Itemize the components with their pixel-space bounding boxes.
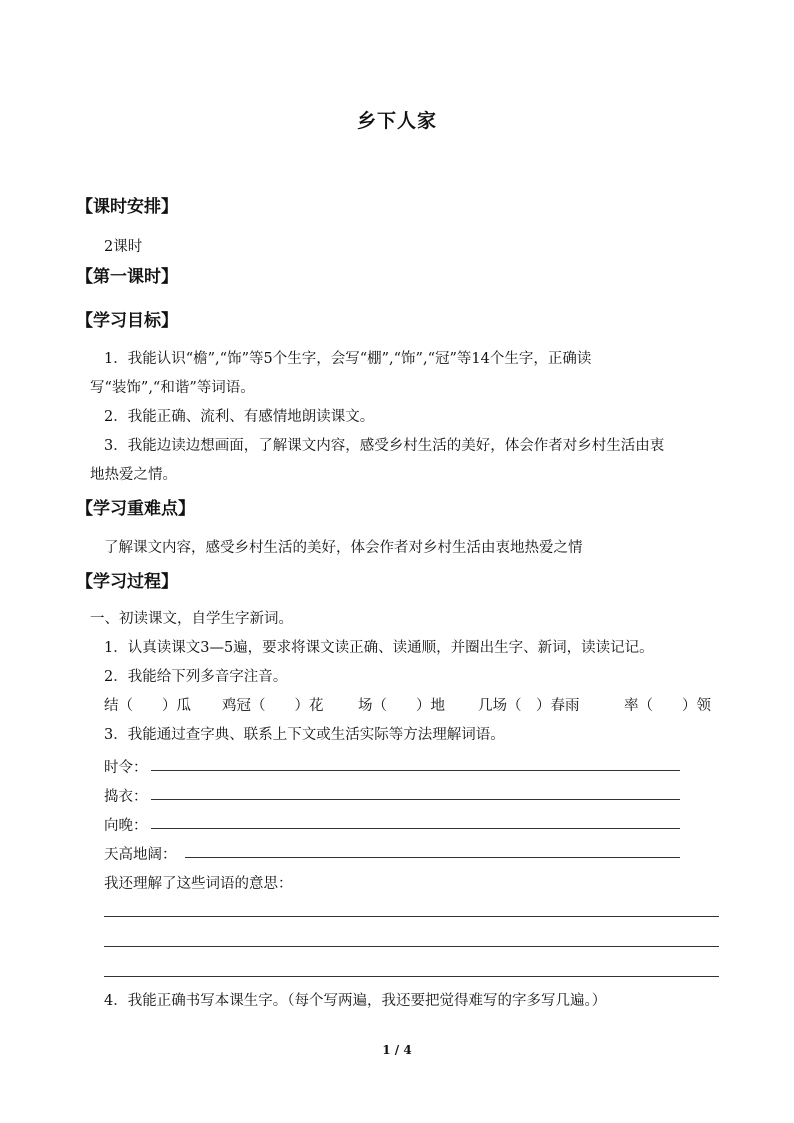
page-number: 1 / 4 (382, 1043, 412, 1057)
answer-line[interactable] (104, 916, 719, 917)
pinyin-item: 鸡冠（ ）花 (222, 698, 324, 714)
key-points-text: 了解课文内容，感受乡村生活的美好，体会作者对乡村生活由衷地热爱之情 (104, 540, 583, 556)
heading-goals: 【学习目标】 (76, 311, 178, 331)
pinyin-item: 率（ ）领 (624, 698, 711, 714)
word-label-daoyi: 捣衣： (104, 789, 148, 805)
answer-line[interactable] (151, 799, 680, 800)
schedule-text: 2课时 (104, 239, 143, 255)
pinyin-item: 几场（ ）春雨 (478, 698, 580, 714)
word-label-tiangaodikuo: 天高地阔： (104, 847, 177, 863)
process-step-2: 2．我能给下列多音字注音。 (104, 669, 288, 685)
goal-item-3-line-2: 地热爱之情。 (90, 467, 177, 483)
answer-line[interactable] (104, 946, 719, 947)
heading-key-points: 【学习重难点】 (76, 499, 195, 519)
answer-line[interactable] (104, 976, 719, 977)
answer-line[interactable] (151, 770, 680, 771)
heading-process: 【学习过程】 (76, 572, 178, 592)
word-label-xiangwan: 向晚： (104, 818, 148, 834)
process-part-1: 一、初读课文，自学生字新词。 (90, 611, 293, 627)
goal-item-1-line-1: 1．我能认识“檐”,“饰”等5个生字，会写“棚”,“饰”,“冠”等14个生字，正确读 (104, 351, 592, 367)
goal-item-3-line-1: 3．我能边读边想画面，了解课文内容，感受乡村生活的美好，体会作者对乡村生活由衷 (104, 438, 665, 454)
process-step-3: 3．我能通过查字典、联系上下文或生活实际等方法理解词语。 (104, 727, 505, 743)
heading-schedule: 【课时安排】 (76, 197, 178, 217)
answer-line[interactable] (151, 828, 680, 829)
answer-line[interactable] (185, 857, 680, 858)
also-understood-label: 我还理解了这些词语的意思： (104, 876, 293, 892)
word-label-shiling: 时令： (104, 760, 148, 776)
goal-item-2: 2．我能正确、流利、有感情地朗读课文。 (104, 409, 375, 425)
process-step-1: 1．认真读课文3—5遍，要求将课文读正确、读通顺，并圈出生字、新词，读读记记。 (104, 640, 654, 656)
heading-first-lesson: 【第一课时】 (76, 267, 178, 287)
process-step-4: 4．我能正确书写本课生字。（每个写两遍，我还要把觉得难写的字多写几遍。） (104, 993, 607, 1009)
page-title: 乡下人家 (356, 110, 437, 132)
pinyin-item: 结（ ）瓜 (104, 698, 191, 714)
pinyin-item: 场（ ）地 (358, 698, 445, 714)
goal-item-1-line-2: 写“装饰”,“和谐”等词语。 (90, 380, 255, 396)
